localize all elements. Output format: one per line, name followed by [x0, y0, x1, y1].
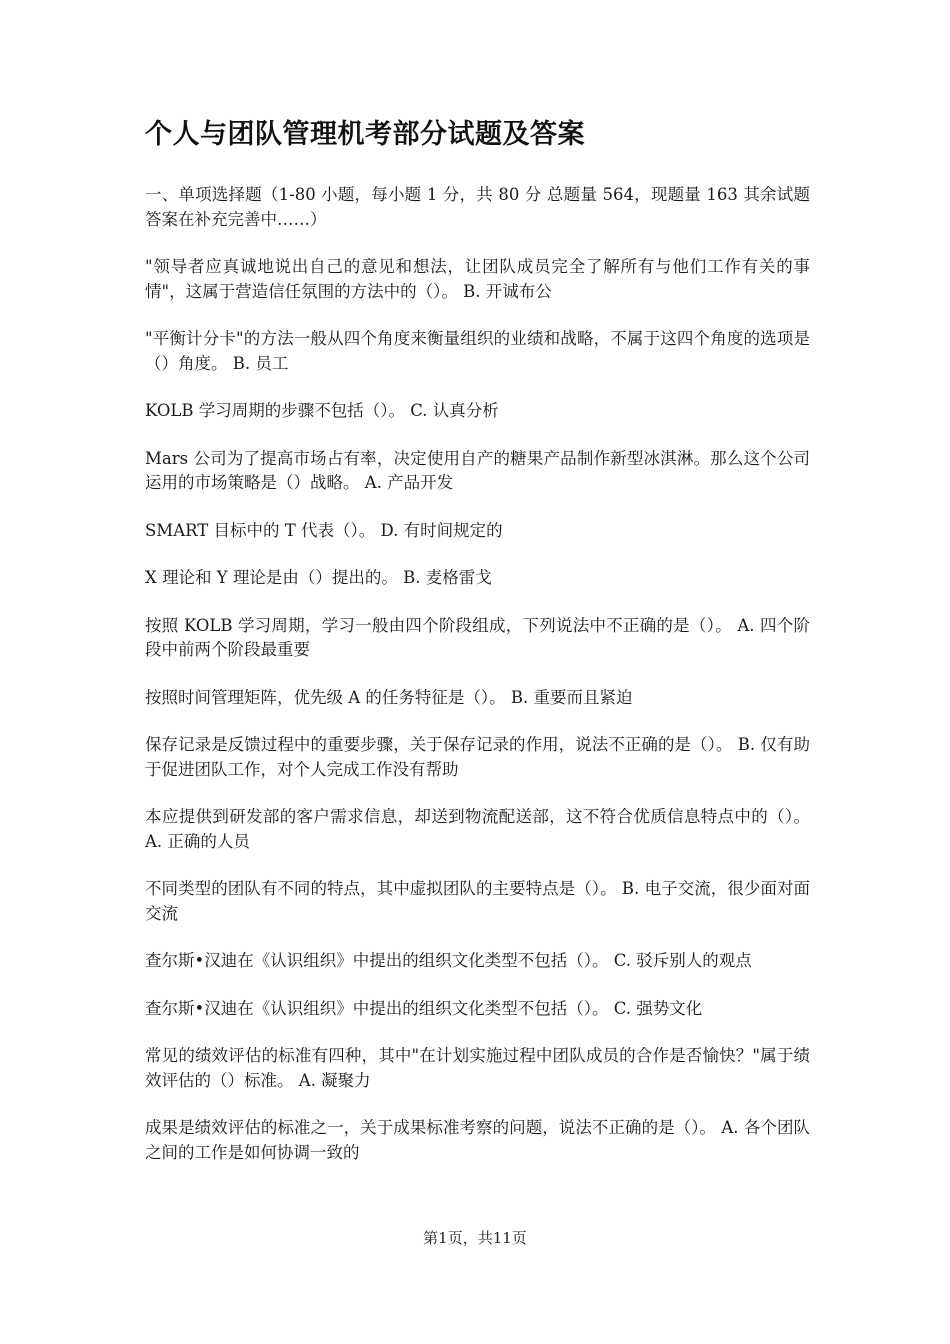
question-item: Mars 公司为了提高市场占有率，决定使用自产的糖果产品制作新型冰淇淋。那么这个公司运用的市场策略是（）战略。 A. 产品开发 [145, 448, 810, 492]
question-item: 查尔斯•汉迪在《认识组织》中提出的组织文化类型不包括（）。 C. 强势文化 [145, 998, 703, 1018]
question-item: 查尔斯•汉迪在《认识组织》中提出的组织文化类型不包括（）。 C. 驳斥别人的观点 [145, 951, 752, 970]
page-footer: 第1页，共11页 [423, 1229, 527, 1247]
document-body [145, 183, 810, 1188]
question-item: 按照时间管理矩阵，优先级 A 的任务特征是（）。 B. 重要而且紧迫 [145, 687, 633, 707]
document-title: 个人与团队管理机考部分试题及答案 [145, 119, 585, 150]
section-heading: 一、单项选择题（1-80 小题，每小题 1 分，共 80 分 总题量 564，现题量 163 其余试题答案在补充完善中……） [145, 185, 810, 229]
question-item: SMART 目标中的 T 代表（）。 D. 有时间规定的 [145, 520, 503, 540]
question-item: 不同类型的团队有不同的特点，其中虚拟团队的主要特点是（）。 B. 电子交流，很少面对面交流 [145, 879, 810, 923]
question-item: 成果是绩效评估的标准之一，关于成果标准考察的问题，说法不正确的是（）。 A. 各个团队之间的工作是如何协调一致的 [145, 1118, 810, 1162]
question-item: 保存记录是反馈过程中的重要步骤，关于保存记录的作用，说法不正确的是（）。 B. 仅有助于促进团队工作，对个人完成工作没有帮助 [145, 735, 810, 779]
question-item: "领导者应真诚地说出自己的意见和想法，让团队成员完全了解所有与他们工作有关的事情"，这属于营造信任氛围的方法中的（）。 B. 开诚布公 [145, 257, 810, 301]
question-item: 常见的绩效评估的标准有四种，其中"在计划实施过程中团队成员的合作是否愉快？"属于绩效评估的（）标准。 A. 凝聚力 [145, 1046, 810, 1090]
question-item: 按照 KOLB 学习周期，学习一般由四个阶段组成，下列说法中不正确的是（）。 A. 四个阶段中前两个阶段最重要 [145, 615, 810, 659]
question-item: "平衡计分卡"的方法一般从四个角度来衡量组织的业绩和战略，不属于这四个角度的选项是（）角度。 B. 员工 [145, 329, 810, 373]
question-item: KOLB 学习周期的步骤不包括（）。 C. 认真分析 [145, 401, 499, 420]
question-item: X 理论和 Y 理论是由（）提出的。 B. 麦格雷戈 [145, 568, 492, 587]
question-item: 本应提供到研发部的客户需求信息，却送到物流配送部，这不符合优质信息特点中的（）。 A. 正确的人员 [145, 807, 810, 851]
